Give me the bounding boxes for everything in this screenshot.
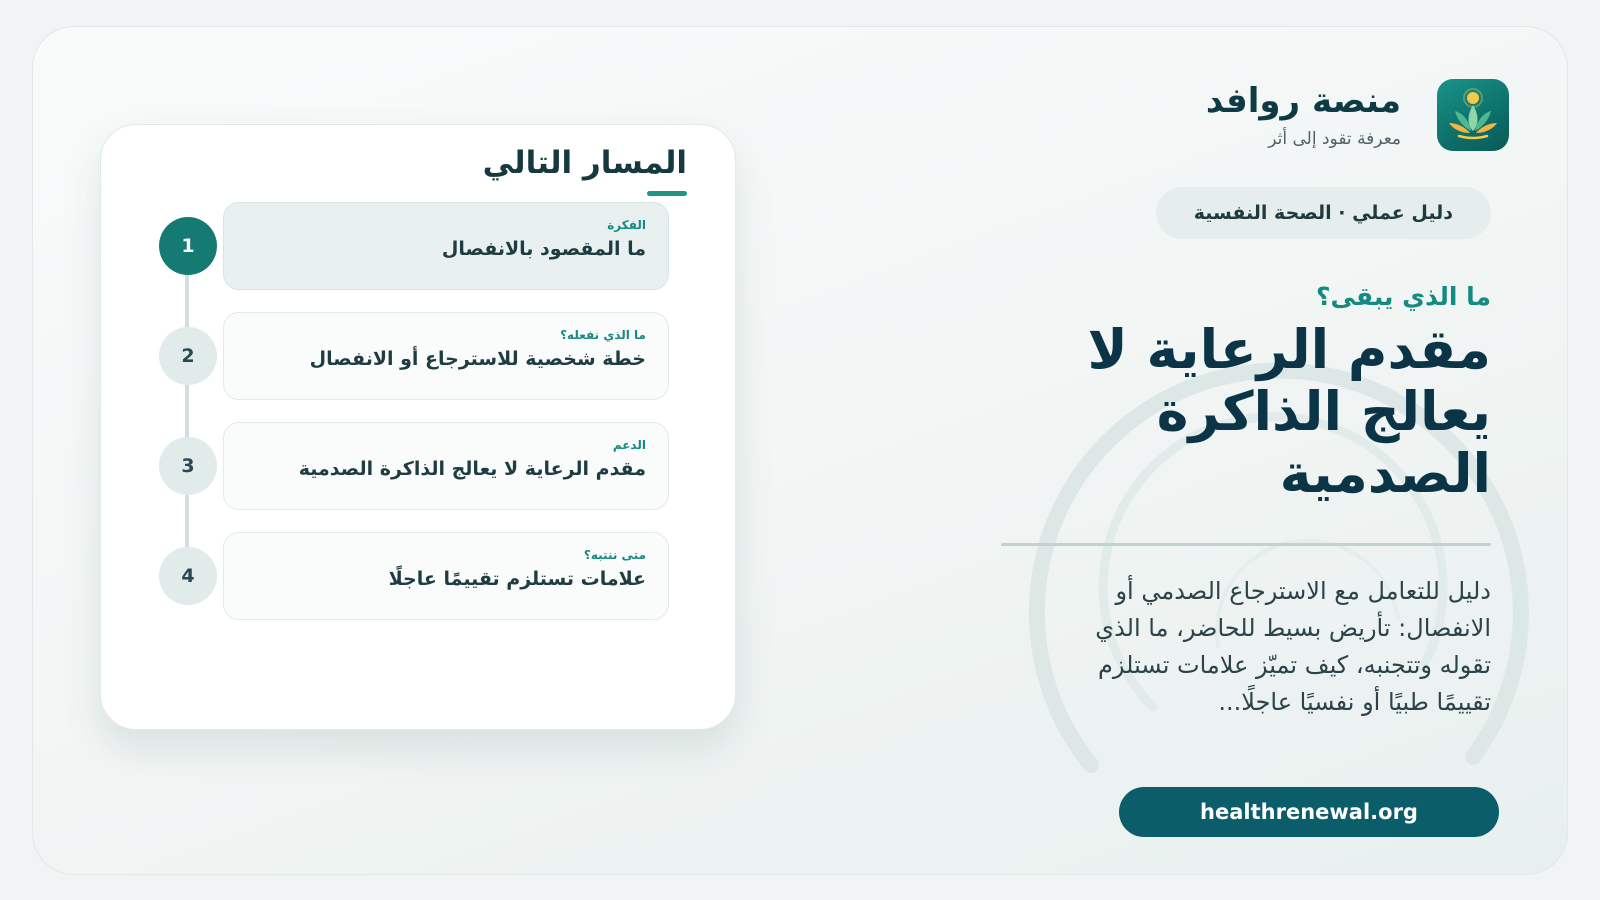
step-4[interactable] [159, 532, 669, 620]
website-link[interactable]: healthrenewal.org [1119, 787, 1499, 837]
step-number: 2 [159, 327, 217, 385]
step-label: الدعم [612, 438, 646, 452]
step-text: خطة شخصية للاسترجاع أو الانفصال [309, 348, 646, 370]
step-card[interactable] [223, 532, 669, 620]
divider [1001, 543, 1491, 546]
panel-title: المسار التالي [482, 145, 687, 181]
step-number: 4 [159, 547, 217, 605]
step-label: ما الذي نفعله؟ [560, 328, 646, 342]
page-title: مقدم الرعاية لا يعالج الذاكرة الصدمية [1087, 318, 1491, 505]
step-card[interactable] [223, 422, 669, 510]
step-label: متى ننتبه؟ [583, 548, 646, 562]
hero-description: دليل للتعامل مع الاسترجاع الصدمي أو الانفصال: تأريض بسيط للحاضر، ما الذي تقوله وتتجنبه، كيف تميّز علامات تستلزم تقييمًا طبيًا أو نفسيًا عاجلًا... [1095, 577, 1491, 716]
step-card[interactable] [223, 202, 669, 290]
next-path-panel [100, 124, 736, 730]
step-3[interactable] [159, 422, 669, 510]
step-text: مقدم الرعاية لا يعالج الذاكرة الصدمية [298, 458, 646, 480]
brand [1206, 79, 1509, 151]
step-label: الفكرة [607, 218, 646, 232]
brand-name: منصة روافد [1205, 80, 1401, 121]
step-text: ما المقصود بالانفصال [441, 238, 646, 260]
brand-tagline: معرفة تقود إلى أثر [1268, 129, 1401, 150]
step-number: 3 [159, 437, 217, 495]
step-number: 1 [159, 217, 217, 275]
step-2[interactable] [159, 312, 669, 400]
title-underline [647, 191, 687, 196]
hero-kicker: ما الذي يبقى؟ [1316, 282, 1491, 311]
step-card[interactable] [223, 312, 669, 400]
step-text: علامات تستلزم تقييمًا عاجلًا [388, 568, 646, 590]
step-1[interactable] [159, 202, 669, 290]
lotus-icon [1437, 79, 1509, 151]
category-badge: دليل عملي · الصحة النفسية [1156, 187, 1491, 239]
hero-card [32, 26, 1568, 875]
